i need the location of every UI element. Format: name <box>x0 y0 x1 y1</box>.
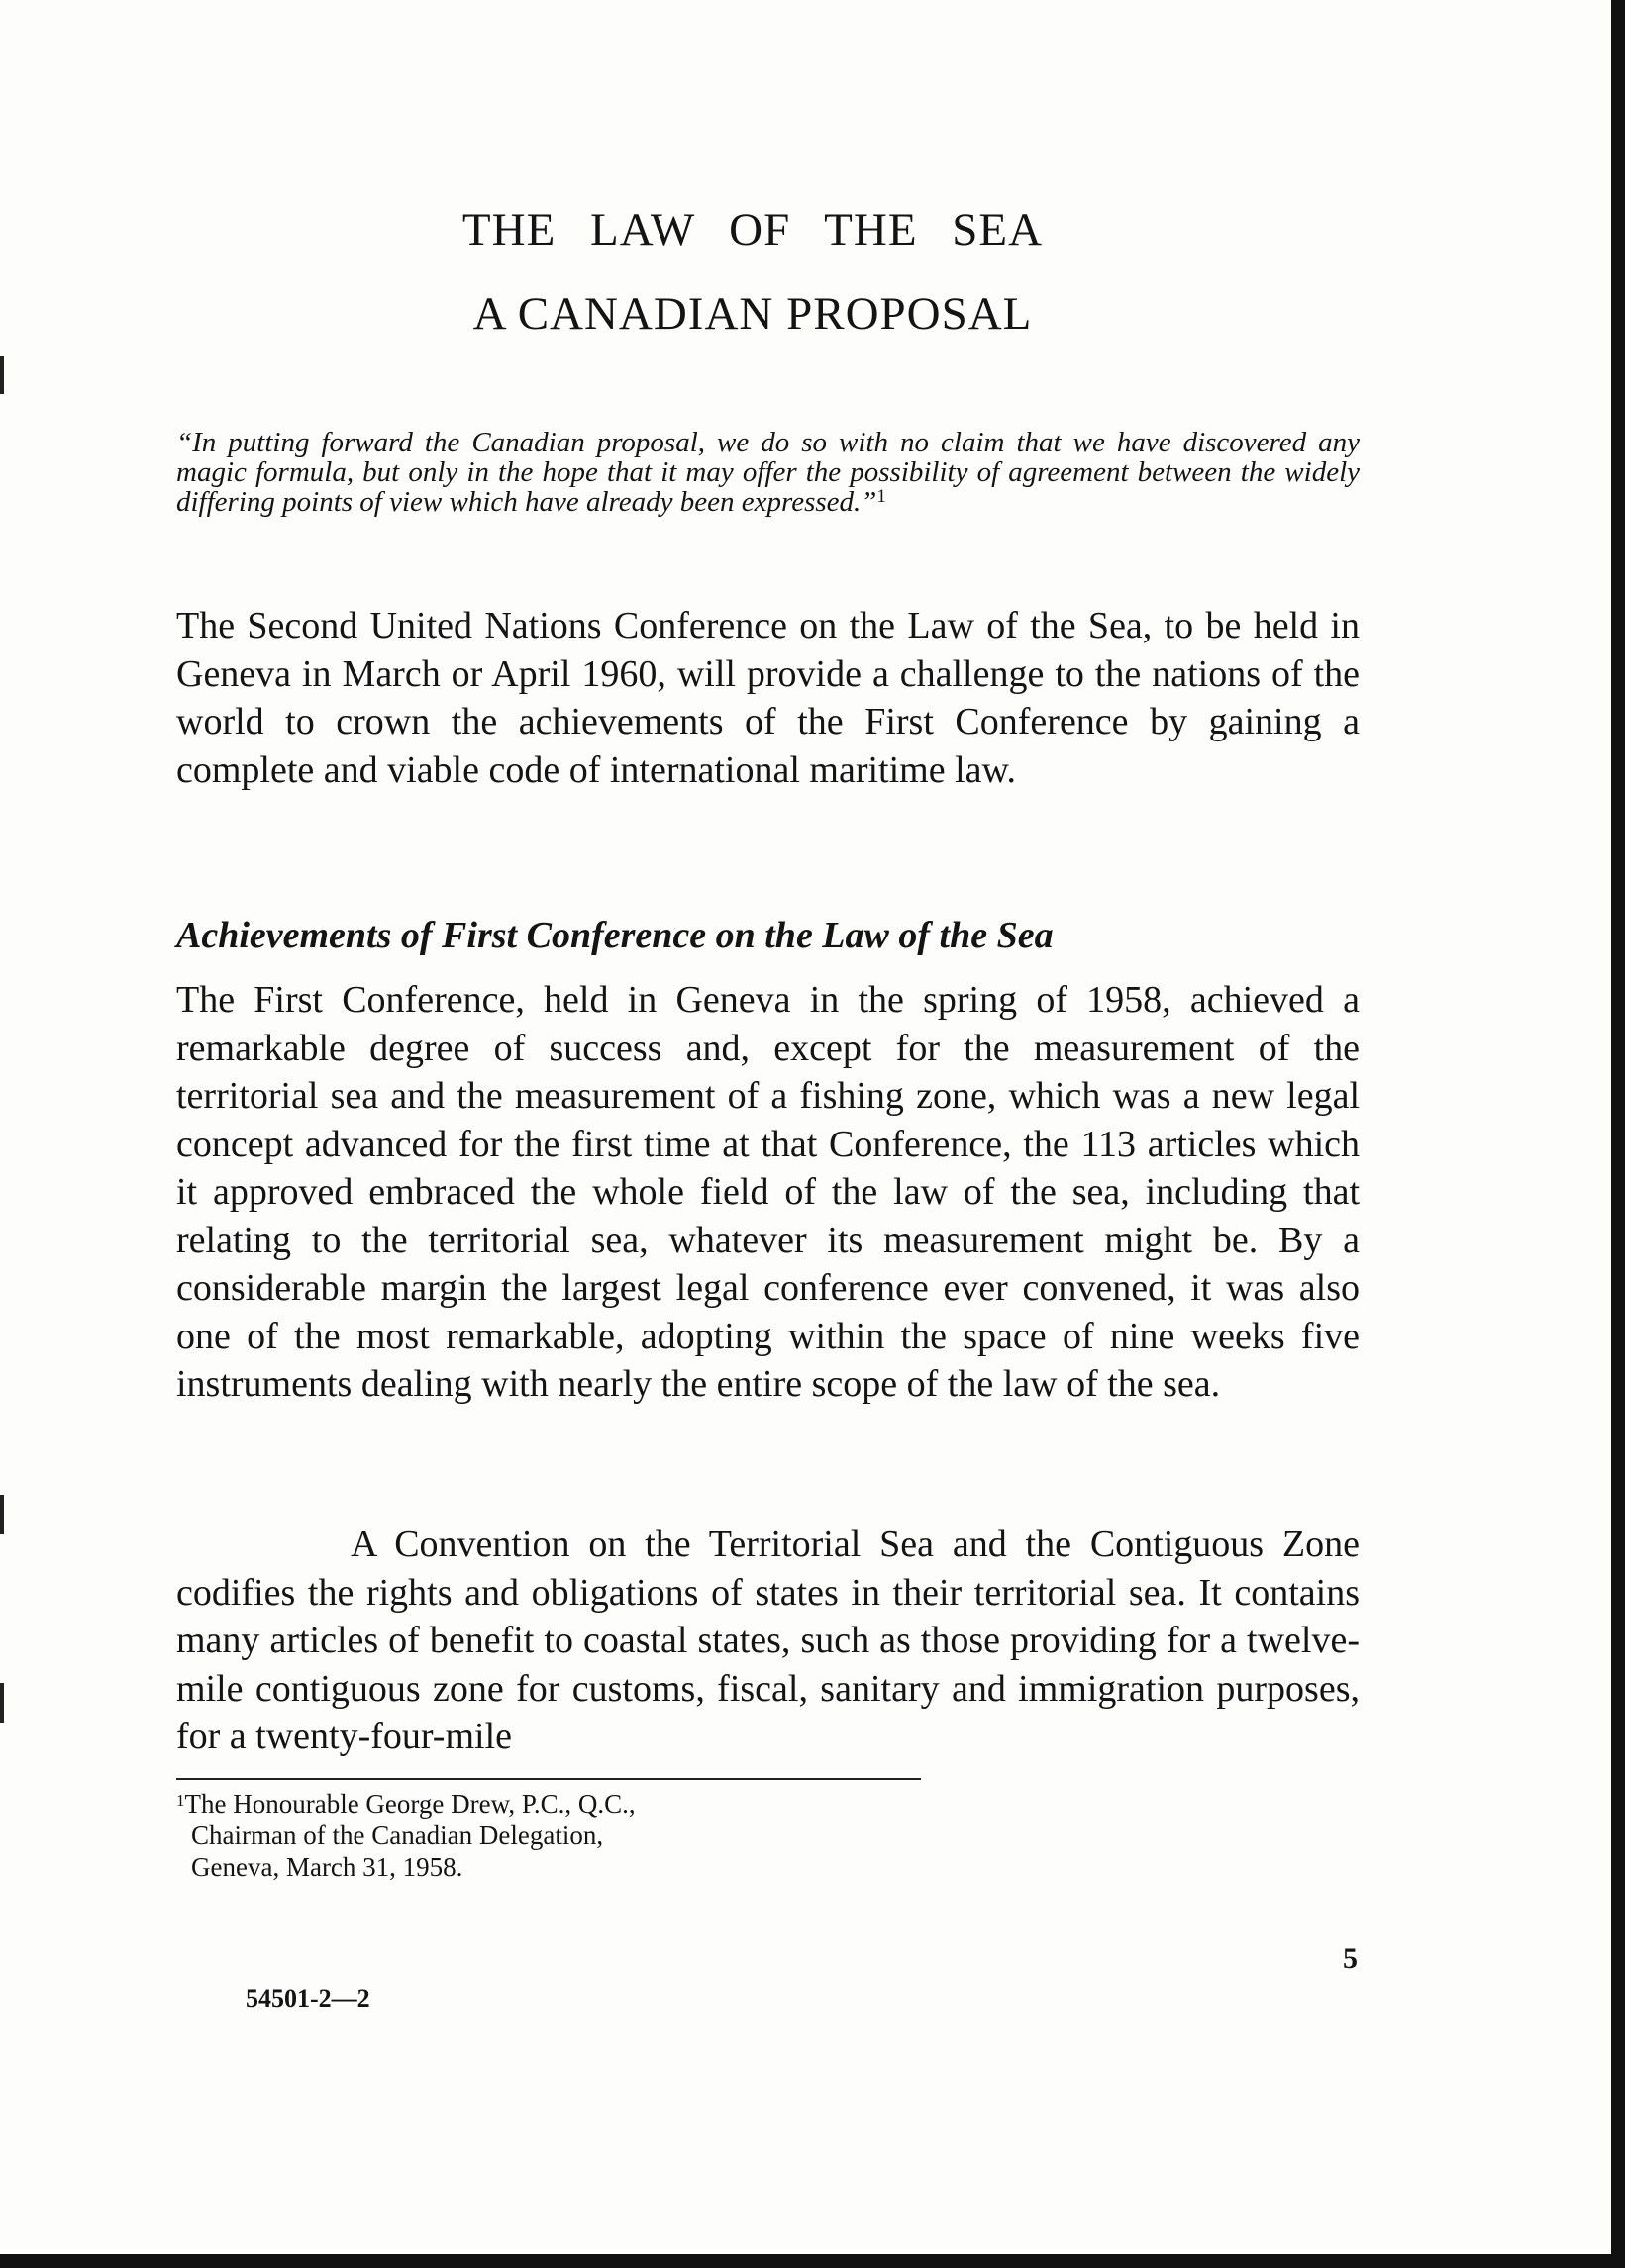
footnote-line: Chairman of the Canadian Delegation, <box>191 1821 604 1850</box>
footnote <box>176 1788 636 1883</box>
page-subtitle: A CANADIAN PROPOSAL <box>472 288 1033 340</box>
intro-paragraph: The Second United Nations Conference on the Law of the Sea, to be held in Geneva in March or April 1960, will provide a challenge to the nations of the world to crown the achievements of the First Conference by gaining a complete and viable code of international maritime law. <box>176 605 1360 791</box>
epigraph-text: “In putting forward the Canadian proposal, we do so with no claim that we have discovered any magic formula, but only in the hope that it may offer the possibility of agreement between the widely differing points of view which have already been expressed.” <box>176 427 1360 518</box>
scan-mark <box>0 1495 4 1534</box>
footnote-mark: 1 <box>176 1791 185 1810</box>
footnote-line: Geneva, March 31, 1958. <box>191 1852 463 1882</box>
scan-mark <box>0 1683 4 1723</box>
footnote-text: The Honourable George Drew, P.C., Q.C., <box>184 1789 636 1819</box>
footnote-reference: 1 <box>876 486 886 507</box>
section-heading: Achievements of First Conference on the Law of the Sea <box>176 915 1054 956</box>
scan-mark <box>0 356 4 394</box>
page-number: 5 <box>1343 1942 1358 1975</box>
page-title: THE LAW OF THE SEA <box>461 204 1044 255</box>
body-paragraph: The First Conference, held in Geneva in the spring of 1958, achieved a remarkable degree of success and, except for the measurement of the territorial sea and the measurement of a fishing zone, which was a new legal concept advanced for the first time at that Conference, the 113 articles which it approved embraced the whole field of the law of the sea, including that relating to the territorial sea, whatever its measurement might be. By a considerable margin the largest legal conference ever convened, it was also one of the most remarkable, adopting within the space of nine weeks five instruments dealing with nearly the entire scope of the law of the sea. <box>176 979 1360 1405</box>
scan-edge-bottom <box>0 2254 1625 2268</box>
footnote-line <box>176 1788 636 1820</box>
epigraph-quote <box>176 428 1360 517</box>
footnote-divider <box>176 1778 921 1780</box>
body-paragraph: A Convention on the Territorial Sea and the Contiguous Zone codifies the rights and obligations of states in their territorial sea. It contains many articles of benefit to coastal states, such as those providing for a twelve-mile contiguous zone for customs, fiscal, sanitary and immigration purposes, for a twenty-four-mile <box>176 1524 1360 1757</box>
scan-edge-right <box>1611 0 1625 2268</box>
document-code: 54501-2—2 <box>246 1984 370 2013</box>
